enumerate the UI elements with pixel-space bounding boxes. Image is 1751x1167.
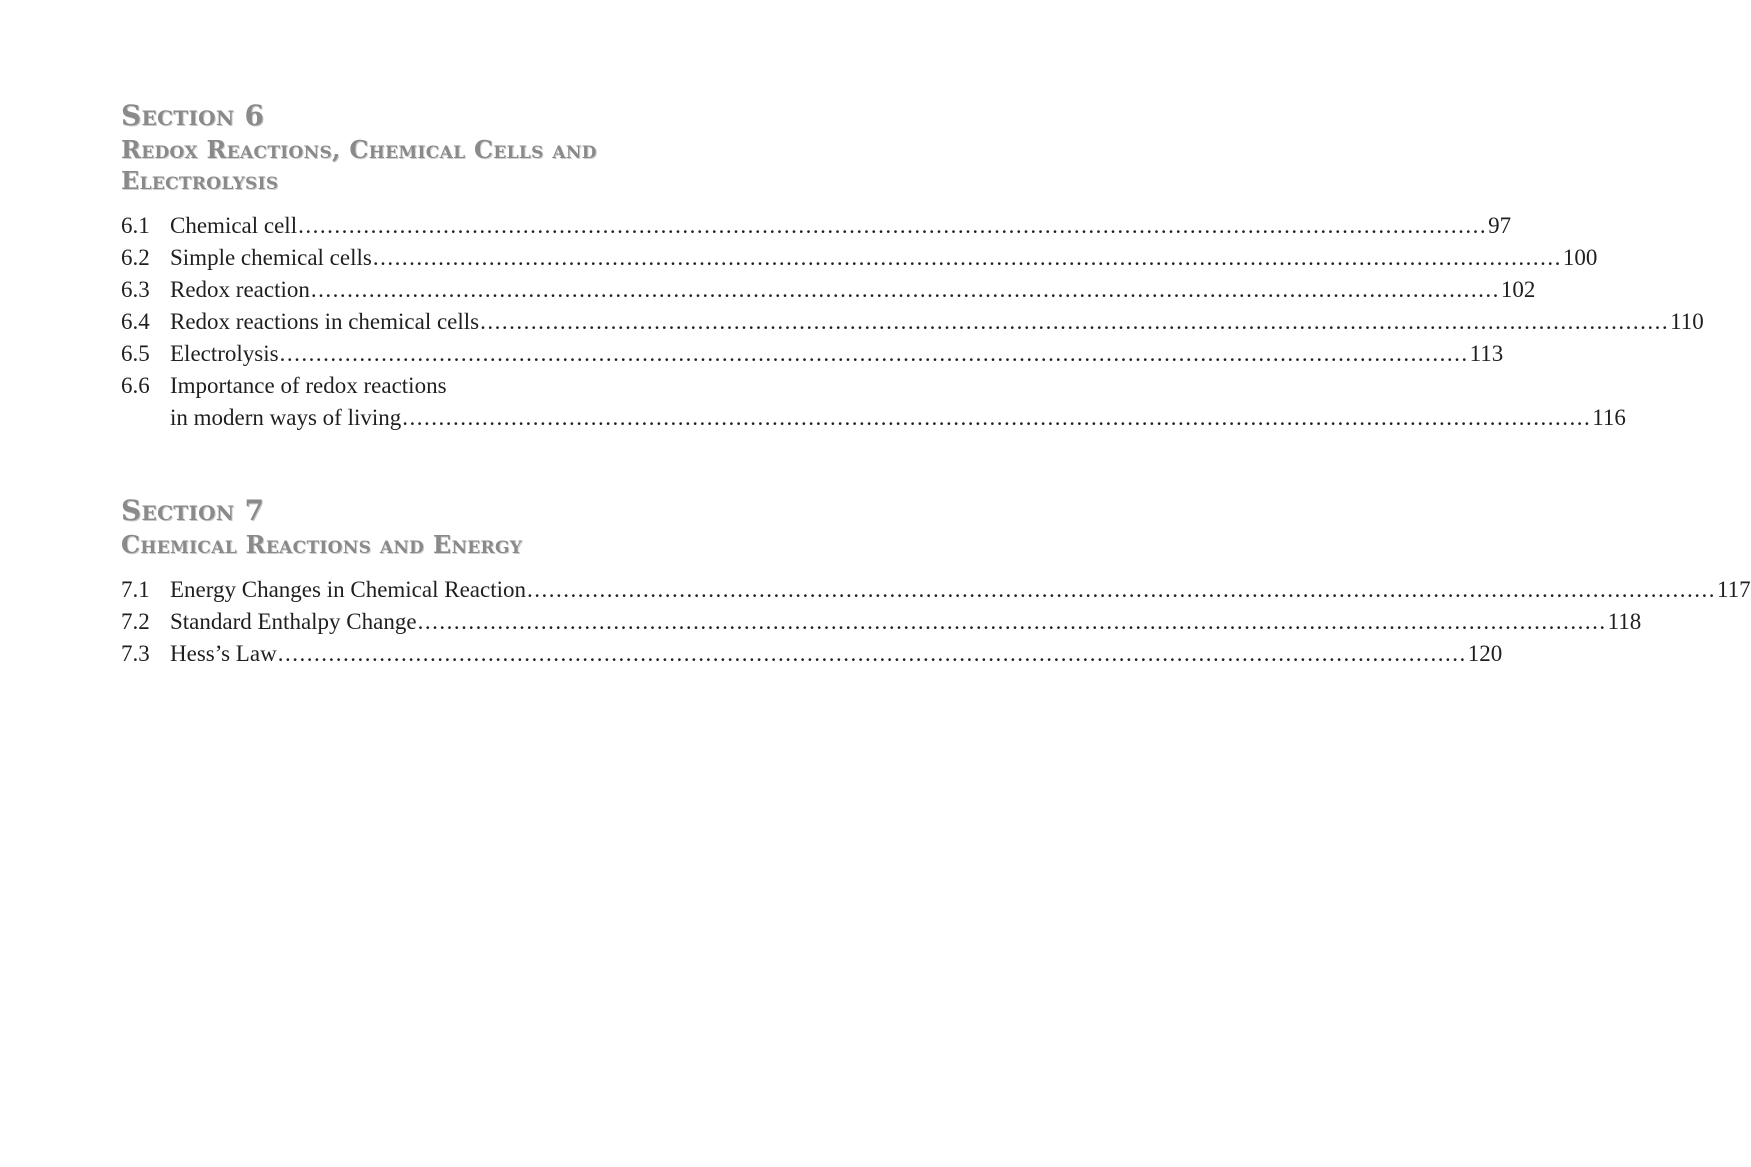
- toc-entry-page: 117: [1716, 577, 1751, 602]
- toc-list: [121, 574, 1751, 670]
- toc-entry[interactable]: [121, 306, 1704, 338]
- toc-entry-number: 6.2: [121, 245, 150, 270]
- section-title: [121, 529, 703, 560]
- toc-entry-page: 97: [1488, 213, 1512, 238]
- toc-entry-title: Simple chemical cells: [170, 245, 372, 270]
- toc-entry-number: 6.3: [121, 277, 150, 302]
- toc-entry[interactable]: [121, 606, 1642, 638]
- toc-entry-title: Energy Changes in Chemical Reaction: [170, 577, 526, 602]
- toc-entry[interactable]: [121, 370, 1626, 434]
- section-6: [121, 99, 1704, 434]
- toc-entry-title: Redox reactions in chemical cells: [170, 309, 480, 334]
- toc-entry-number: 6.5: [121, 341, 150, 366]
- section-title: [121, 134, 703, 196]
- toc-entry-page: 110: [1670, 309, 1704, 334]
- toc-entry-number: 7.3: [121, 641, 150, 666]
- toc-entry-page: 120: [1467, 641, 1503, 666]
- dot-leader: [373, 242, 1562, 274]
- toc-entry[interactable]: [121, 574, 1751, 606]
- toc-entry-page: 118: [1607, 609, 1642, 634]
- table-of-contents-page: [121, 99, 1751, 686]
- dot-leader: [402, 402, 1591, 434]
- toc-entry-page: 116: [1592, 405, 1626, 430]
- section-title-line: Chemical Reactions and Energy: [121, 530, 523, 559]
- dot-leader: [480, 306, 1669, 338]
- toc-entry-title-continued: in modern ways of living: [170, 405, 402, 430]
- section-label: Section 7: [121, 494, 265, 527]
- toc-list: [121, 210, 1704, 434]
- toc-entry-number: 7.2: [121, 609, 150, 634]
- toc-entry-title: Electrolysis: [170, 341, 279, 366]
- dot-leader: [280, 338, 1469, 370]
- dot-leader: [418, 606, 1607, 638]
- toc-entry-number: 6.4: [121, 309, 150, 334]
- toc-entry[interactable]: [121, 274, 1536, 306]
- toc-entry-title: Hess’s Law: [170, 641, 277, 666]
- section-label: Section 6: [121, 99, 265, 132]
- section-7: [121, 494, 1751, 670]
- toc-entry-title: Chemical cell: [170, 213, 298, 238]
- toc-entry-number: 6.6: [121, 373, 150, 398]
- toc-entry-page: 100: [1562, 245, 1598, 270]
- toc-entry-page: 102: [1500, 277, 1536, 302]
- toc-entry-title: Redox reaction: [170, 277, 310, 302]
- toc-entry[interactable]: [121, 210, 1512, 242]
- toc-entry[interactable]: [121, 242, 1598, 274]
- toc-entry-page: 113: [1469, 341, 1504, 366]
- dot-leader: [311, 274, 1500, 306]
- dot-leader: [298, 210, 1487, 242]
- toc-entry[interactable]: [121, 338, 1504, 370]
- toc-entry[interactable]: [121, 638, 1503, 670]
- toc-entry-title: Standard Enthalpy Change: [170, 609, 417, 634]
- toc-entry-number: 6.1: [121, 213, 150, 238]
- section-title-line: Electrolysis: [121, 166, 279, 195]
- toc-entry-number: 7.1: [121, 577, 150, 602]
- dot-leader: [278, 638, 1467, 670]
- toc-entry-title: Importance of redox reactions: [170, 373, 447, 398]
- section-title-line: Redox Reactions, Chemical Cells and: [121, 135, 597, 164]
- dot-leader: [527, 574, 1716, 606]
